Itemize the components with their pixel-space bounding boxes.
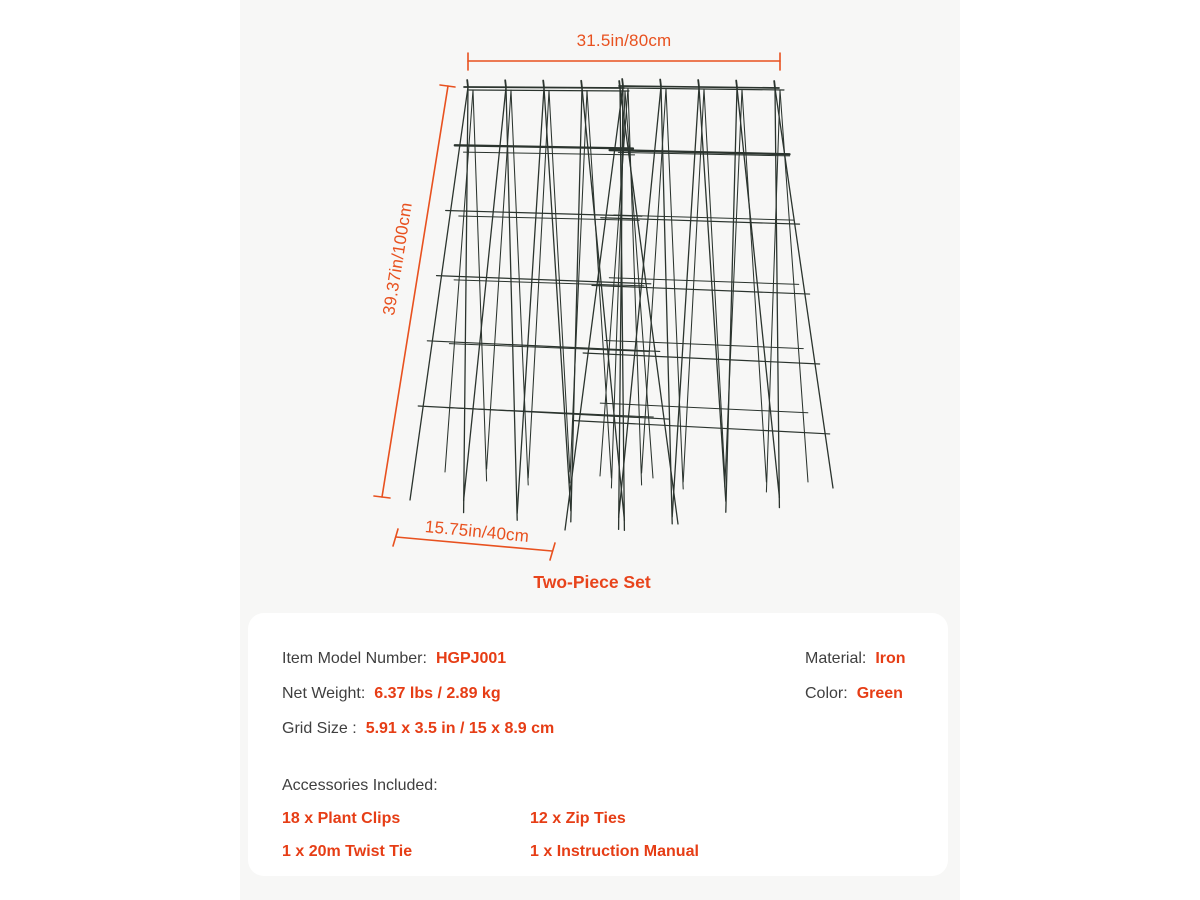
spec-value: HGPJ001 bbox=[435, 650, 507, 667]
spec-row-grid-size bbox=[282, 719, 554, 738]
spec-list-side bbox=[805, 649, 906, 719]
trellis-illustration bbox=[240, 0, 960, 620]
spec-label: Color: bbox=[805, 685, 848, 702]
dimension-label-depth: 15.75in/40cm bbox=[424, 517, 530, 546]
dimension-label-width: 31.5in/80cm bbox=[576, 31, 672, 50]
spec-row-material bbox=[805, 649, 906, 668]
spec-row-weight bbox=[282, 684, 554, 703]
accessories-grid bbox=[282, 809, 699, 861]
spec-label: Item Model Number: bbox=[282, 650, 427, 667]
set-caption: Two-Piece Set bbox=[533, 572, 651, 592]
dimension-label-height: 39.37in/100cm bbox=[379, 201, 416, 317]
spec-row-model bbox=[282, 649, 554, 668]
accessory-item: 1 x 20m Twist Tie bbox=[282, 843, 413, 860]
accessory-item: 12 x Zip Ties bbox=[530, 810, 626, 827]
spec-value: Iron bbox=[875, 650, 906, 667]
spec-value: 5.91 x 3.5 in / 15 x 8.9 cm bbox=[365, 720, 555, 737]
spec-row-color bbox=[805, 684, 906, 703]
spec-value: Green bbox=[856, 685, 903, 702]
specs-card bbox=[248, 613, 948, 876]
accessories-title: Accessories Included: bbox=[282, 777, 438, 794]
spec-label: Grid Size : bbox=[282, 720, 357, 737]
accessory-item: 1 x Instruction Manual bbox=[530, 843, 699, 860]
accessories-section bbox=[282, 776, 699, 861]
spec-label: Material: bbox=[805, 650, 867, 667]
spec-list-main bbox=[282, 649, 554, 754]
accessory-item: 18 x Plant Clips bbox=[282, 810, 401, 827]
spec-value: 6.37 lbs / 2.89 kg bbox=[374, 685, 501, 702]
product-image-panel bbox=[240, 0, 960, 900]
spec-label: Net Weight: bbox=[282, 685, 366, 702]
